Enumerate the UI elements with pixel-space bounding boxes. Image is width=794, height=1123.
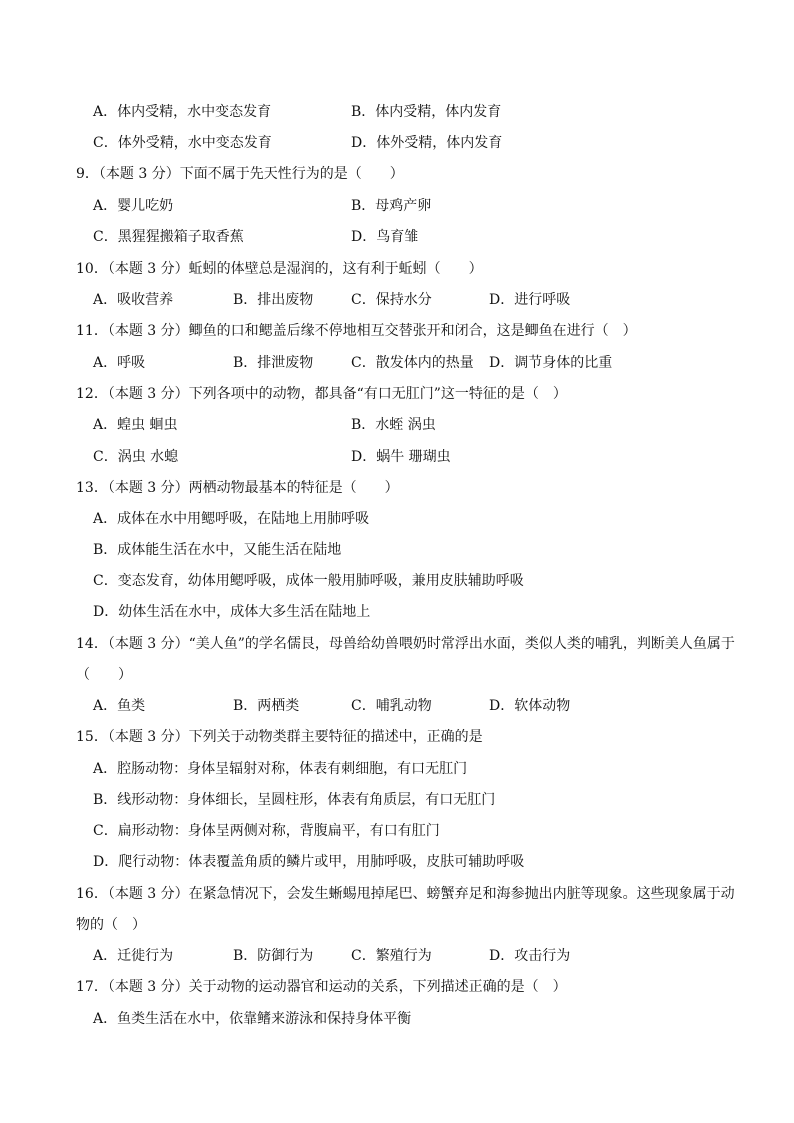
- q9-option-c: C．黑猩猩搬箱子取香蕉: [93, 229, 244, 245]
- q11-option-b: B．排泄废物: [233, 355, 314, 371]
- q15-option-b: B．线形动物：身体细长，呈圆柱形，体表有角质层，有口无肛门: [93, 792, 496, 808]
- q17-option-a: A．鱼类生活在水中，依靠鳍来游泳和保持身体平衡: [93, 1011, 412, 1027]
- q14-option-c: C．哺乳动物: [351, 698, 432, 714]
- q10-option-b: B．排出废物: [233, 292, 314, 308]
- q13-stem: 13．（本题 3 分）两栖动物最基本的特征是（ ）: [76, 480, 399, 496]
- q8-option-c: C．体外受精，水中变态发育: [93, 135, 272, 151]
- q11-option-d: D．调节身体的比重: [489, 355, 613, 371]
- q11-stem: 11．（本题 3 分）鲫鱼的口和鳃盖后缘不停地相互交替张开和闭合，这是鲫鱼在进行（ ）: [76, 323, 637, 339]
- q16-stem-continuation: 物的（ ）: [76, 917, 146, 933]
- q8-option-b: B．体内受精，体内发育: [351, 104, 502, 120]
- q8-option-a: A．体内受精，水中变态发育: [93, 104, 272, 120]
- q13-option-c: C．变态发育，幼体用鳃呼吸，成体一般用肺呼吸，兼用皮肤辅助呼吸: [93, 573, 524, 589]
- q13-option-a: A．成体在水中用鳃呼吸，在陆地上用肺呼吸: [93, 511, 370, 527]
- q15-option-a: A．腔肠动物：身体呈辐射对称，体表有刺细胞，有口无肛门: [93, 761, 468, 777]
- q10-option-a: A．吸收营养: [93, 292, 174, 308]
- q15-stem: 15．（本题 3 分）下列关于动物类群主要特征的描述中，正确的是: [76, 729, 483, 745]
- q16-stem: 16．（本题 3 分）在紧急情况下，会发生蜥蜴甩掉尾巴、螃蟹弃足和海参抛出内脏等现象。这些现象属于动: [76, 886, 735, 902]
- q10-option-c: C．保持水分: [351, 292, 432, 308]
- q17-stem: 17．（本题 3 分）关于动物的运动器官和运动的关系，下列描述正确的是（ ）: [76, 979, 567, 995]
- q9-option-d: D．鸟育雏: [351, 229, 419, 245]
- q14-option-b: B．两栖类: [233, 698, 300, 714]
- q11-option-a: A．呼吸: [93, 355, 146, 371]
- q14-stem: 14．（本题 3 分）“美人鱼”的学名儒艮，母兽给幼兽喂奶时常浮出水面，类似人类的哺乳，判断美人鱼属于: [76, 636, 735, 652]
- q9-option-a: A．婴儿吃奶: [93, 198, 174, 214]
- q14-option-a: A．鱼类: [93, 698, 146, 714]
- q8-option-d: D．体外受精，体内发育: [351, 135, 503, 151]
- q15-option-c: C．扁形动物：身体呈两侧对称，背腹扁平，有口有肛门: [93, 823, 440, 839]
- q10-option-d: D．进行呼吸: [489, 292, 571, 308]
- q12-option-c: C．涡虫 水螅: [93, 449, 179, 465]
- q11-option-c: C．散发体内的热量: [351, 355, 474, 371]
- q12-option-d: D．蜗牛 珊瑚虫: [351, 449, 451, 465]
- q14-stem-continuation: （ ）: [76, 667, 132, 683]
- q9-option-b: B．母鸡产卵: [351, 198, 432, 214]
- q16-option-d: D．攻击行为: [489, 948, 571, 964]
- q13-option-d: D．幼体生活在水中，成体大多生活在陆地上: [93, 604, 371, 620]
- q12-option-b: B．水蛭 涡虫: [351, 417, 436, 433]
- q16-option-a: A．迁徙行为: [93, 948, 174, 964]
- q10-stem: 10．（本题 3 分）蚯蚓的体壁总是湿润的，这有利于蚯蚓（ ）: [76, 261, 483, 277]
- q9-stem: 9．（本题 3 分）下面不属于先天性行为的是（ ）: [76, 166, 404, 182]
- q16-option-c: C．繁殖行为: [351, 948, 432, 964]
- q12-stem: 12．（本题 3 分）下列各项中的动物，都具备“有口无肛门”这一特征的是（ ）: [76, 386, 567, 402]
- q15-option-d: D．爬行动物：体表覆盖角质的鳞片或甲，用肺呼吸，皮肤可辅助呼吸: [93, 854, 525, 870]
- q13-option-b: B．成体能生活在水中，又能生活在陆地: [93, 542, 342, 558]
- q12-option-a: A．蝗虫 蛔虫: [93, 417, 178, 433]
- q14-option-d: D．软体动物: [489, 698, 571, 714]
- q16-option-b: B．防御行为: [233, 948, 314, 964]
